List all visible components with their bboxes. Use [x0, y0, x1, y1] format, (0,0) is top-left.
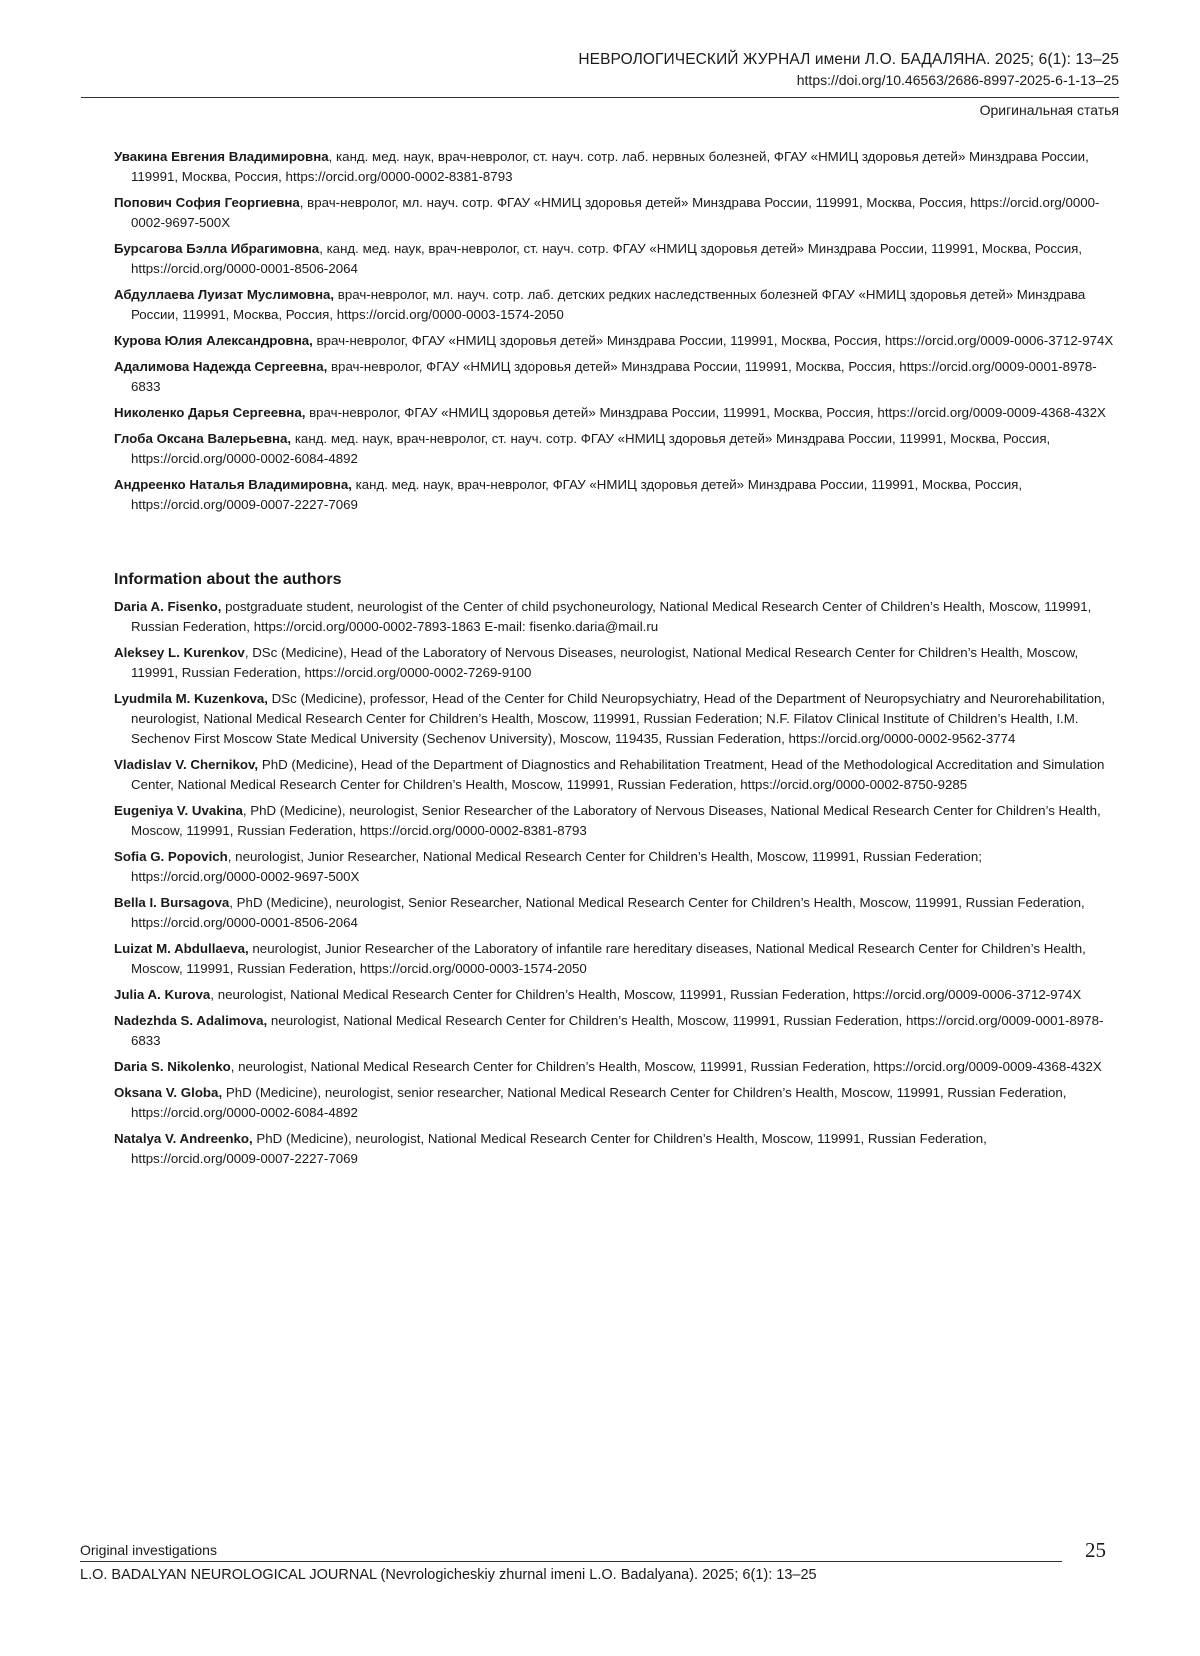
- author-entry-en: [114, 597, 1114, 637]
- author-name: Nadezhda S. Adalimova,: [114, 1013, 268, 1028]
- journal-title: НЕВРОЛОГИЧЕСКИЙ ЖУРНАЛ имени Л.О. БАДАЛЯНА. 2025; 6(1): 13–25: [578, 51, 1119, 68]
- author-details: PhD (Medicine), neurologist, senior researcher, National Medical Research Center for Children’s Health, Moscow, 119991, Russian Federation, https://orcid.org/0000-0002-6084-4892: [131, 1085, 1067, 1120]
- ru-authors-list: [114, 147, 1114, 521]
- author-details: PhD (Medicine), Head of the Department of Diagnostics and Rehabilitation Treatment, Head of the Methodological Accreditation and Simulation Center, National Medical Research Center for Children’s Health, Moscow, 119991, Russian Federation, https://orcid.org/0000-0002-8750-9285: [131, 757, 1105, 792]
- article-type: Оригинальная статья: [979, 102, 1119, 118]
- author-name: Bella I. Bursagova: [114, 895, 230, 910]
- author-details: PhD (Medicine), neurologist, National Medical Research Center for Children’s Health, Moscow, 119991, Russian Federation, https://orcid.org/0009-0007-2227-7069: [131, 1131, 987, 1166]
- page-number: 25: [1085, 1538, 1106, 1562]
- author-details: врач-невролог, мл. науч. сотр. лаб. детских редких наследственных болезней ФГАУ «НМИЦ здоровья детей» Минздрава России, 119991, Москва, Россия, https://orcid.org/0000-0003-1574-2050: [131, 287, 1086, 322]
- author-details: neurologist, Junior Researcher of the Laboratory of infantile rare hereditary diseases, National Medical Research Center for Children’s Health, Moscow, 119991, Russian Federation, https://orcid.org/0000-0003-1574-2050: [131, 941, 1086, 976]
- author-details: , neurologist, Junior Researcher, National Medical Research Center for Children’s Health, Moscow, 119991, Russian Federation; https://orcid.org/0000-0002-9697-500X: [131, 849, 982, 884]
- author-entry-ru: [114, 285, 1114, 325]
- author-entry-ru: [114, 331, 1114, 351]
- author-details: , врач-невролог, мл. науч. сотр. ФГАУ «НМИЦ здоровья детей» Минздрава России, 119991, Москва, Россия, https://orcid.org/0000-0002-9697-500X: [131, 195, 1100, 230]
- author-entry-ru: [114, 193, 1114, 233]
- footer-divider: [80, 1561, 1062, 1562]
- author-name: Бурсагова Бэлла Ибрагимовна: [114, 241, 320, 256]
- author-details: , neurologist, National Medical Research Center for Children’s Health, Moscow, 119991, Russian Federation, https://orcid.org/0009-0009-4368-432X: [230, 1059, 1102, 1074]
- author-name: Попович София Георгиевна: [114, 195, 300, 210]
- author-name: Sofia G. Popovich: [114, 849, 228, 864]
- author-name: Vladislav V. Chernikov,: [114, 757, 259, 772]
- running-header: [578, 49, 1119, 91]
- section-heading: Information about the authors: [114, 571, 342, 588]
- author-name: Luizat M. Abdullaeva,: [114, 941, 249, 956]
- author-name: Глоба Оксана Валерьевна,: [114, 431, 292, 446]
- author-entry-ru: [114, 357, 1114, 397]
- author-entry-en: [114, 755, 1114, 795]
- footer-section-label: Original investigations: [80, 1542, 217, 1558]
- en-authors-list: [114, 597, 1114, 1175]
- author-name: Курова Юлия Александровна,: [114, 333, 313, 348]
- author-entry-ru: [114, 147, 1114, 187]
- author-name: Natalya V. Andreenko,: [114, 1131, 253, 1146]
- author-name: Aleksey L. Kurenkov: [114, 645, 245, 660]
- author-details: , neurologist, National Medical Research Center for Children’s Health, Moscow, 119991, Russian Federation, https://orcid.org/0009-0006-3712-974X: [210, 987, 1082, 1002]
- author-details: канд. мед. наук, врач-невролог, ФГАУ «НМИЦ здоровья детей» Минздрава России, 119991, Москва, Россия, https://orcid.org/0009-0007-2227-7069: [131, 477, 1023, 512]
- author-entry-en: [114, 1011, 1114, 1051]
- footer-journal-title: L.O. BADALYAN NEUROLOGICAL JOURNAL (Nevrologicheskiy zhurnal imeni L.O. Badalyana). 2025; 6(1): 13–25: [80, 1567, 817, 1583]
- author-entry-ru: [114, 475, 1114, 515]
- author-details: , канд. мед. наук, врач-невролог, ст. науч. сотр. лаб. нервных болезней, ФГАУ «НМИЦ здоровья детей» Минздрава России, 119991, Москва, Россия, https://orcid.org/0000-0002-8381-8793: [131, 149, 1089, 184]
- author-entry-en: [114, 801, 1114, 841]
- author-details: , канд. мед. наук, врач-невролог, ст. науч. сотр. ФГАУ «НМИЦ здоровья детей» Минздрава России, 119991, Москва, Россия, https://orcid.org/0000-0001-8506-2064: [131, 241, 1083, 276]
- author-name: Daria A. Fisenko,: [114, 599, 222, 614]
- author-details: DSc (Medicine), professor, Head of the Center for Child Neuropsychiatry, Head of the Department of Neuropsychiatry and Neurorehabilitation, neurologist, National Medical Research Center for Children’s Health, Moscow, 119991, Russian Federation; N.F. Filatov Clinical Institute of Children’s Health, I.M. Sechenov First Moscow State Medical University (Sechenov University), Moscow, 119435, Russian Federation, https://orcid.org/0000-0002-9562-3774: [131, 691, 1106, 746]
- author-entry-ru: [114, 239, 1114, 279]
- author-details: , PhD (Medicine), neurologist, Senior Researcher, National Medical Research Center for Children’s Health, Moscow, 119991, Russian Federation, https://orcid.org/0000-0001-8506-2064: [131, 895, 1085, 930]
- author-details: neurologist, National Medical Research Center for Children’s Health, Moscow, 119991, Russian Federation, https://orcid.org/0009-0001-8978-6833: [131, 1013, 1104, 1048]
- author-entry-en: [114, 1057, 1114, 1077]
- author-name: Lyudmila M. Kuzenkova,: [114, 691, 268, 706]
- author-entry-en: [114, 643, 1114, 683]
- author-name: Увакина Евгения Владимировна: [114, 149, 329, 164]
- author-name: Eugeniya V. Uvakina: [114, 803, 243, 818]
- doi-link[interactable]: https://doi.org/10.46563/2686-8997-2025-6-1-13–25: [796, 72, 1119, 88]
- author-entry-en: [114, 847, 1114, 887]
- author-entry-ru: [114, 429, 1114, 469]
- author-name: Daria S. Nikolenko: [114, 1059, 231, 1074]
- author-name: Абдуллаева Луизат Муслимовна,: [114, 287, 335, 302]
- author-entry-en: [114, 1083, 1114, 1123]
- author-name: Oksana V. Globa,: [114, 1085, 223, 1100]
- author-details: врач-невролог, ФГАУ «НМИЦ здоровья детей» Минздрава России, 119991, Москва, Россия, https://orcid.org/0009-0009-4368-432X: [305, 405, 1106, 420]
- author-name: Николенко Дарья Сергеевна,: [114, 405, 306, 420]
- author-entry-en: [114, 893, 1114, 933]
- author-details: postgraduate student, neurologist of the Center of child psychoneurology, National Medical Research Center of Children’s Health, Moscow, 119991, Russian Federation, https://orcid.org/0000-0002-7893-1863 E-mail: fisenko.daria@mail.ru: [131, 599, 1092, 634]
- author-name: Адалимова Надежда Сергеевна,: [114, 359, 328, 374]
- author-name: Julia A. Kurova: [114, 987, 211, 1002]
- author-entry-en: [114, 939, 1114, 979]
- header-divider: [81, 97, 1119, 98]
- author-details: врач-невролог, ФГАУ «НМИЦ здоровья детей» Минздрава России, 119991, Москва, Россия, https://orcid.org/0009-0001-8978-6833: [131, 359, 1097, 394]
- author-entry-en: [114, 1129, 1114, 1169]
- author-name: Андреенко Наталья Владимировна,: [114, 477, 352, 492]
- author-details: канд. мед. наук, врач-невролог, ст. науч. сотр. ФГАУ «НМИЦ здоровья детей» Минздрава России, 119991, Москва, Россия, https://orcid.org/0000-0002-6084-4892: [131, 431, 1051, 466]
- author-details: , DSc (Medicine), Head of the Laboratory of Nervous Diseases, neurologist, National Medical Research Center for Children’s Health, Moscow, 119991, Russian Federation, https://orcid.org/0000-0002-7269-9100: [131, 645, 1079, 680]
- author-details: врач-невролог, ФГАУ «НМИЦ здоровья детей» Минздрава России, 119991, Москва, Россия, https://orcid.org/0009-0006-3712-974X: [312, 333, 1114, 348]
- author-details: , PhD (Medicine), neurologist, Senior Researcher of the Laboratory of Nervous Diseases, National Medical Research Center for Children’s Health, Moscow, 119991, Russian Federation, https://orcid.org/0000-0002-8381-8793: [131, 803, 1101, 838]
- author-entry-ru: [114, 403, 1114, 423]
- author-entry-en: [114, 689, 1114, 749]
- author-entry-en: [114, 985, 1114, 1005]
